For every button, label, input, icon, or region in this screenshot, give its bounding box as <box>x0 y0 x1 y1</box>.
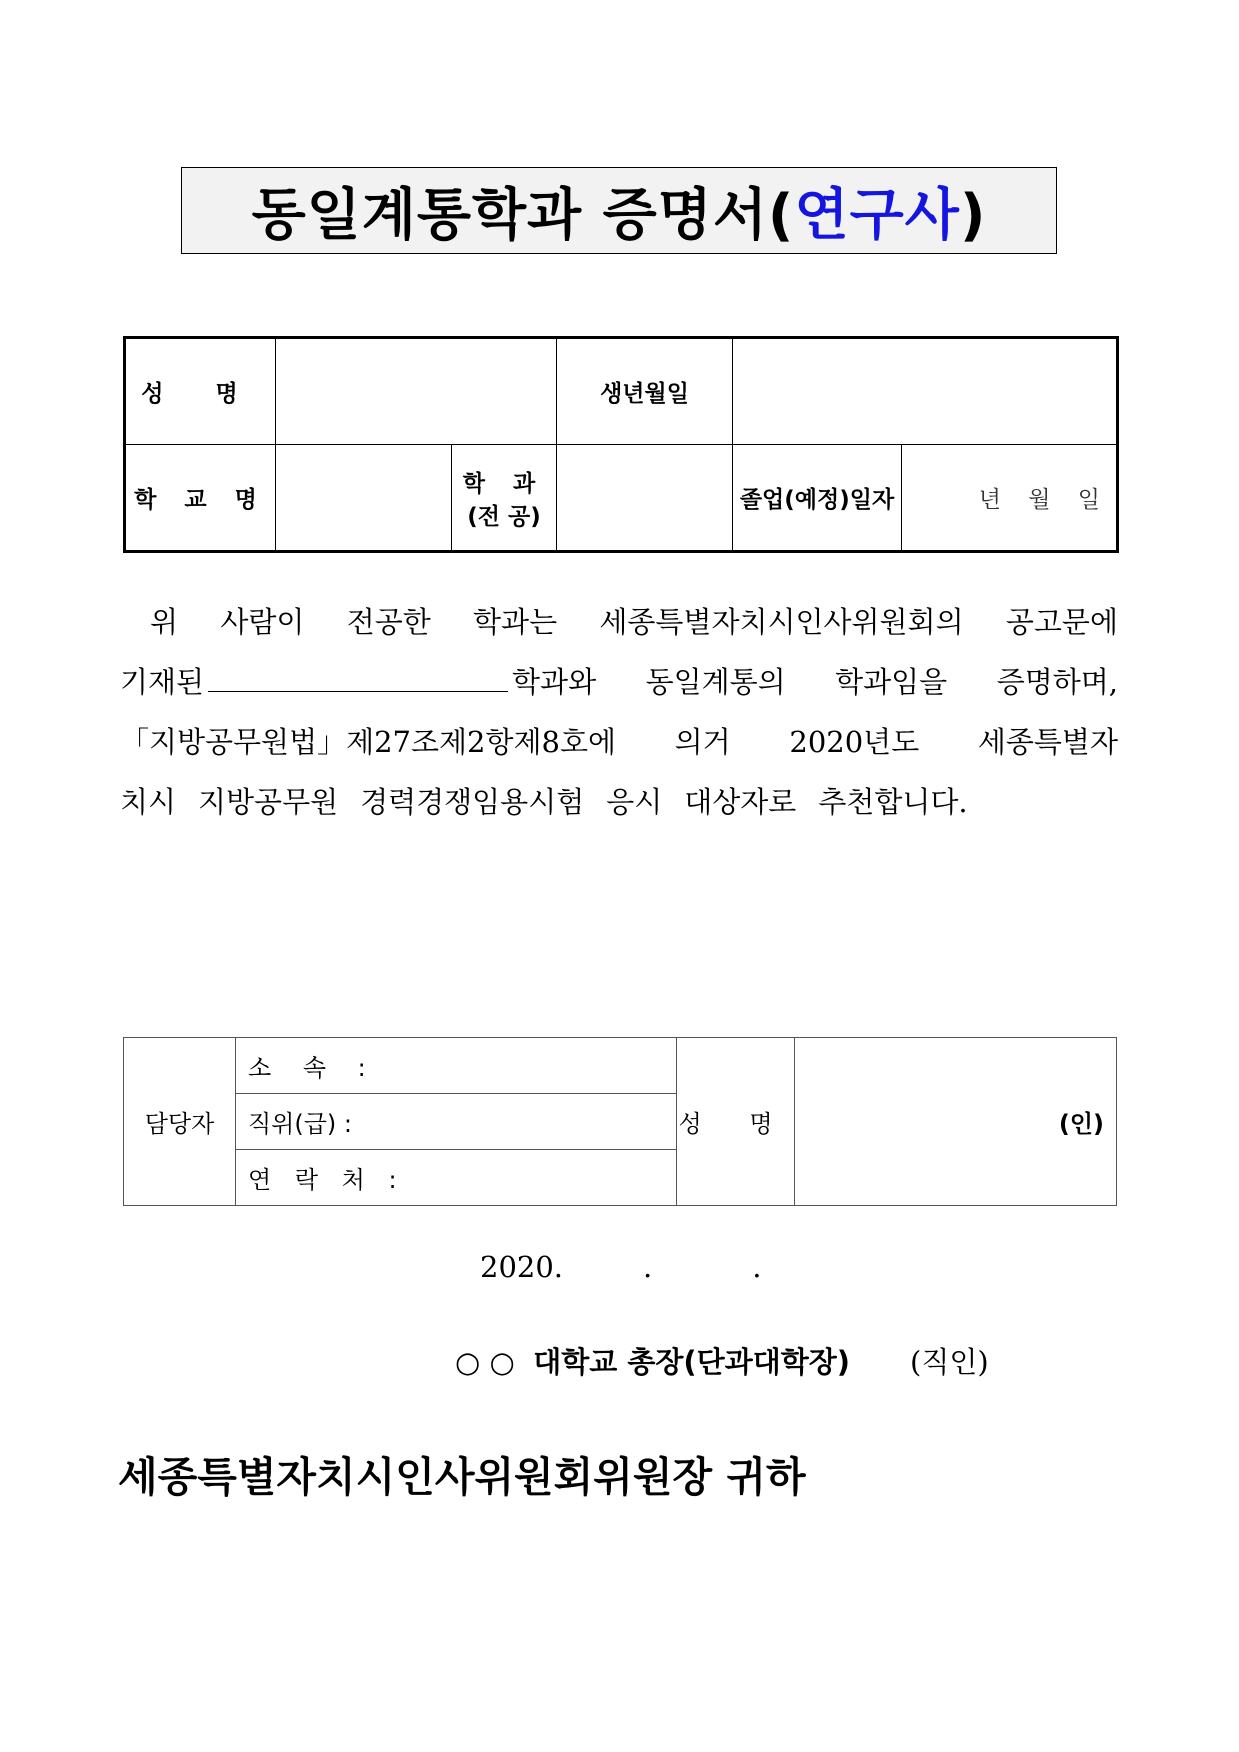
birth-field[interactable] <box>733 338 1118 445</box>
staff-info-table <box>123 1037 1117 1206</box>
grad-date-field[interactable]: 년 월 일 <box>902 445 1118 552</box>
staff-name-label: 성 명 <box>677 1038 795 1206</box>
dept-label-line1: 학 과 <box>462 470 546 497</box>
affiliation-field[interactable]: 소 속 : <box>236 1038 677 1094</box>
issue-date: 2020. . . <box>480 1250 762 1284</box>
department-blank[interactable] <box>208 661 508 692</box>
school-field[interactable] <box>276 445 452 552</box>
title-close: ) <box>959 182 987 248</box>
statement-line-1: 위 사람이 전공한 학과는 세종특별자치시인사위원회의 공고문에 <box>150 605 1118 639</box>
staff-head-label: 담당자 <box>124 1038 236 1206</box>
dept-label <box>452 445 557 552</box>
name-field[interactable] <box>276 338 557 445</box>
applicant-info-table <box>123 336 1119 553</box>
name-label: 성 명 <box>125 338 276 445</box>
addressee: 세종특별자치시인사위원회위원장 귀하 <box>118 1453 806 1501</box>
grad-label: 졸업(예정)일자 <box>733 445 902 552</box>
dept-field[interactable] <box>557 445 733 552</box>
statement-line-3: 「지방공무원법」제27조제2항제8호에 의거 2020년도 세종특별자 <box>120 725 1118 759</box>
issuer-title: 대학교 총장(단과대학장) <box>533 1345 851 1379</box>
staff-seal-field[interactable]: (인) <box>795 1038 1117 1206</box>
title-box <box>181 167 1057 254</box>
school-label: 학 교 명 <box>125 445 276 552</box>
university-name-blank[interactable]: ○ ○ <box>455 1345 515 1379</box>
position-field[interactable]: 직위(급) : <box>236 1094 677 1150</box>
statement-line-4: 치시 지방공무원 경력경쟁임용시험 응시 대상자로 추천합니다. <box>120 785 968 819</box>
document-title <box>252 171 987 251</box>
title-main: 동일계통학과 증명서( <box>251 182 795 248</box>
birth-label: 생년월일 <box>557 338 733 445</box>
title-accent: 연구사 <box>794 182 960 248</box>
issuer-line <box>455 1340 1095 1381</box>
dept-label-line2: (전 공) <box>467 503 541 530</box>
statement-line-2: 기재된 학과와 동일계통의 학과임을 증명하며, <box>120 652 1118 712</box>
official-seal-label: (직인) <box>910 1345 989 1379</box>
contact-field[interactable]: 연 락 처 : <box>236 1150 677 1206</box>
certification-statement <box>120 592 1118 832</box>
